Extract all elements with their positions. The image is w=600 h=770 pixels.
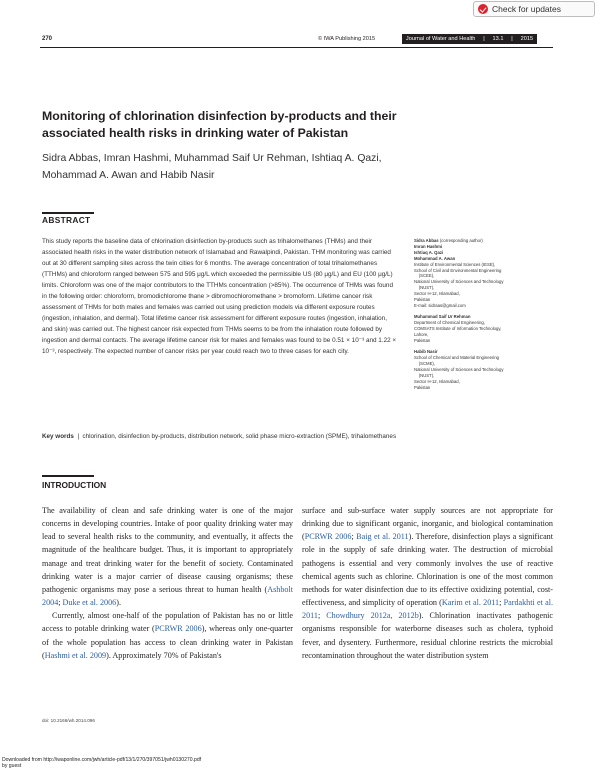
download-url[interactable]: Downloaded from http://iwaponline.com/jwh/article-pdf/13/1/270/397051/jwh0130270.pdf <box>2 757 202 763</box>
doi: doi: 10.2166/wh.2014.096 <box>42 718 95 723</box>
affiliation-line: School of Civil and Environmental Engineering <box>414 267 502 273</box>
affiliation-line: (NUST), <box>414 373 435 379</box>
citation-link[interactable]: Karim et al. 2011 <box>441 598 500 608</box>
journal-volume: 13.1 <box>492 36 504 42</box>
journal-banner: Journal of Water and Health | 13.1 | 2015 <box>402 34 537 44</box>
affiliation-line: (SCME), <box>414 361 436 367</box>
citation-link[interactable]: Pardakhti et al. 2011 <box>302 598 554 621</box>
check-circle-icon <box>478 4 488 14</box>
check-for-updates-badge[interactable] <box>473 1 595 17</box>
affiliation-line: Mohammad A. Awan <box>414 255 456 261</box>
introduction-heading: INTRODUCTION <box>42 480 107 490</box>
citation-link[interactable]: Ashbolt 2004 <box>42 584 293 608</box>
affiliation-line: Sidra Abbas (corresponding author) <box>414 238 483 243</box>
affiliation-line: E-mail: sidraas@gmail.com <box>414 302 466 308</box>
affiliation-line: Muhammad Saif Ur Rehman <box>414 314 471 320</box>
paragraph: surface and sub-surface water supply sources are not appropriate for drinking due to significant organic, inorganic, and biological contamination (PCRWR 2006; Baig et al. 2011). Therefore, disinfection plays a significant role in the supply of safe drinking water. The destruction of microbial pathogens is essential and very commonly involves the use of reactive chemical agents such as chlorine. Chlorination is one of the most common methods for water disinfection due to its effective oxidizing potential, cost-effectiveness, and simplicity of operation (Karim et al. 2011; Pardakhti et al. 2011; Chowdhury 2012a, 2012b). Chlorination inactivates pathogenic organisms responsible for waterborne diseases such as cholera, typhoid fever, and dysentery. Furthermore, residual chlorine restricts the microbial recontamination throughout the water distribution system <box>302 506 554 660</box>
affiliation-line: COMSATS Institute of Information Technology, <box>414 326 502 332</box>
author-line-2: Mohammad A. Awan and Habib Nasir <box>42 170 215 181</box>
affiliation-line: Sector H-12, Islamabad, <box>414 378 460 384</box>
citation-link[interactable]: PCRWR 2006 <box>304 532 352 542</box>
affiliation-line: Sector H-12, Islamabad, <box>414 291 460 297</box>
abstract-rule <box>42 212 94 214</box>
affiliation-block-1 <box>414 238 554 309</box>
check-for-updates-label: Check for updates <box>492 4 561 14</box>
citation-link[interactable]: Baig et al. 2011 <box>356 532 409 542</box>
introduction-rule <box>42 475 94 477</box>
affiliation-line: Department of Chemical Engineering, <box>414 320 485 326</box>
keywords: Key words | chlorination, disinfection by-products, distribution network, solid phase micro-extraction (SPME), trihalomethanes <box>42 433 397 440</box>
keywords-label: Key words <box>42 433 74 440</box>
affiliation-line: Habib Nasir <box>414 349 438 355</box>
affiliation-block-3 <box>414 349 554 390</box>
affiliations <box>414 238 554 396</box>
affiliation-line: Imran Hashmi <box>414 243 443 249</box>
abstract-text: This study reports the baseline data of chlorination disinfection by-products such as trihalomethanes (THMs) and their associated health risks in the water distribution network of Islamabad and Rawalpindi, Pakistan. THM monitoring was carried out at 30 different sampling sites across the twin cities for 6 months. The average concentration of total trihalomethanes (TTHMs) and chloroform ranged between 575 and 595 μg/L which exceeded the permissible US (80 μg/L) and EU (100 μg/L) limits. Chloroform was one of the major contributors to the TTHMs concentration (>85%). The occurrence of THMs was found in the following order: chloroform, bromodichlorome thane > dibromochloromethane > bromoform. Lifetime cancer risk assessment of THMs for both males and females was carried out using prediction models via different exposure routes (ingestion, inhalation, and dermal). Total lifetime cancer risk assessment for different exposure routes (ingestion, inhalation, and skin) was carried out. The highest cancer risk expected from THMs seems to be from the inhalation route followed by ingestion and dermal contacts. The average lifetime cancer risk for males and females was found to be 0.51 × 10⁻³ and 1.22 × 10⁻³, respectively. The expected number of cancer risks per year could reach two to three cases for each city. <box>42 238 397 355</box>
affiliation-line: National University of Sciences and Technology <box>414 367 504 373</box>
citation-link[interactable]: PCRWR 2006 <box>154 624 202 634</box>
journal-year: 2015 <box>520 36 534 42</box>
download-notice <box>2 757 201 770</box>
affiliation-line: (SCEE), <box>414 273 435 279</box>
affiliation-line: Pakistan <box>414 384 431 390</box>
affiliation-line: Ishtiaq A. Qazi <box>414 249 444 255</box>
body-column-right <box>302 504 553 662</box>
affiliation-line: School of Chemical and Material Engineering <box>414 355 500 361</box>
page-number: 270 <box>42 36 53 42</box>
affiliation-line: Pakistan <box>414 297 431 303</box>
keywords-list: chlorination, disinfection by-products, distribution network, solid phase micro-extraction (SPME), trihalomethanes <box>82 433 397 440</box>
affiliation-line: Institute of Environmental Sciences (IESE), <box>414 261 496 267</box>
affiliation-line: Lahore, <box>414 332 429 338</box>
affiliation-line: Pakistan <box>414 338 431 343</box>
author-list <box>42 150 422 184</box>
download-by: by guest <box>2 763 22 770</box>
affiliation-line: (NUST), <box>414 285 435 291</box>
article-title: Monitoring of chlorination disinfection by-products and their associated health risks in drinking water of Pakistan <box>42 109 397 140</box>
journal-name: Journal of Water and Health <box>405 36 476 42</box>
citation-link[interactable]: Hashmi et al. 2009 <box>44 650 107 660</box>
body-column-left <box>42 504 293 662</box>
abstract-heading: ABSTRACT <box>42 215 91 225</box>
header-rule <box>40 47 553 48</box>
affiliation-block-2 <box>414 314 554 344</box>
citation-link[interactable]: Chowdhury 2012a, 2012b <box>326 611 419 621</box>
publisher-line: © IWA Publishing 2015 <box>318 36 376 42</box>
paragraph: Currently, almost one-half of the population of Pakistan has no or little access to potable drinking water (PCRWR 2006), whereas only one-quarter of the whole population has access to clean drinking water in Pakistan (Hashmi et al. 2009). Approximately 70% of Pakistan's <box>42 611 294 660</box>
affiliation-line: National University of Sciences and Technology <box>414 279 504 285</box>
paragraph: The availability of clean and safe drinking water is one of the major concerns in developing countries. Intake of poor quality drinking water may lead to several health risks to the community, and eventually, it affects the magnitude of the healthcare budget. Thus, it is important to appropriately manage and treat drinking water for the benefit of society. Contaminated drinking water is a major carrier of disease causing organisms; these pathogenic organisms may pose a serious threat to human health (Ashbolt 2004; Duke et al. 2006). <box>42 506 293 608</box>
citation-link[interactable]: Duke et al. 2006 <box>62 598 117 608</box>
author-line-1: Sidra Abbas, Imran Hashmi, Muhammad Saif Ur Rehman, Ishtiaq A. Qazi, <box>42 153 382 164</box>
